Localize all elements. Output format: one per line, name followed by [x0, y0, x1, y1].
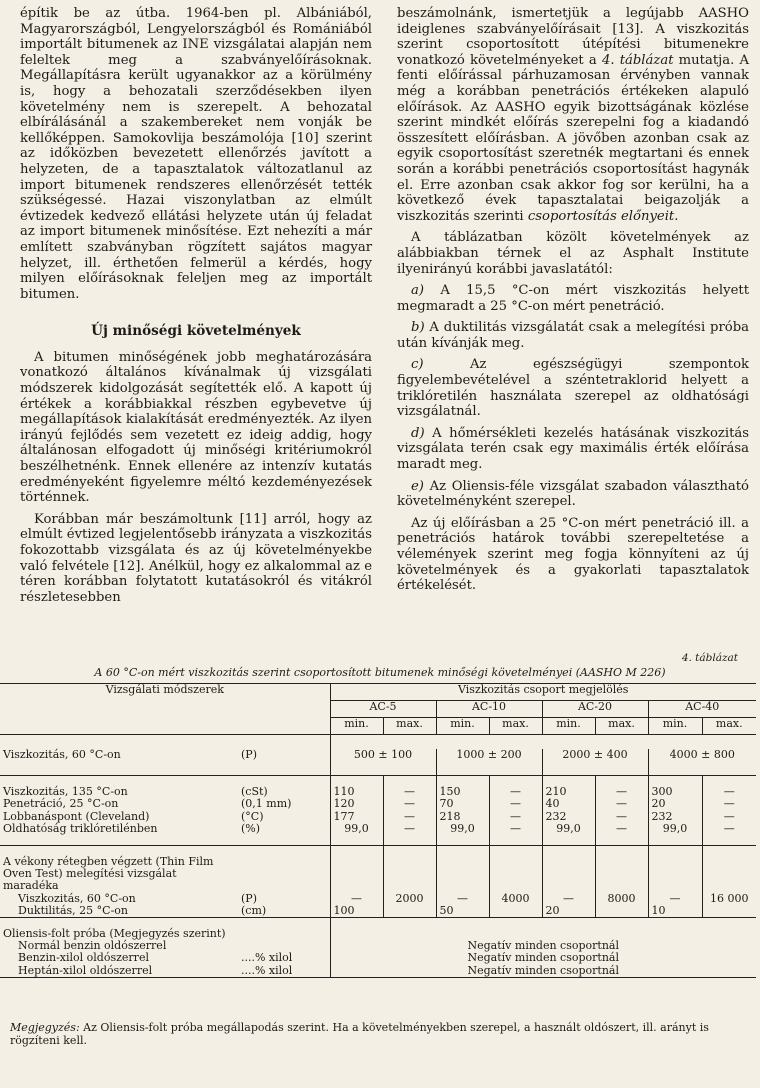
cell: 2000: [383, 893, 436, 905]
row-unit: (P): [241, 748, 257, 761]
cell: —: [595, 823, 648, 835]
min-header: min.: [436, 718, 489, 735]
cell: 4000: [489, 893, 542, 905]
requirements-table: [0, 683, 756, 988]
cell: 2000 ± 400: [542, 749, 648, 761]
min-header: min.: [648, 718, 702, 735]
row-label: Oldhatóság triklóretilénben: [3, 821, 158, 835]
item-letter: c): [411, 357, 424, 373]
cell: —: [489, 811, 542, 823]
row-unit: (cSt): [241, 785, 268, 799]
cell: —: [383, 811, 436, 823]
cell: —: [489, 798, 542, 810]
list-item: [397, 357, 749, 419]
section-heading: Új minőségi követelmények: [91, 323, 301, 340]
group-label: AC-5: [330, 701, 436, 718]
item-text: A 15,5 °C-on mért viszkozitás helyett megmaradt a 25 °C-on mért penetráció.: [397, 283, 749, 314]
cell: 99,0: [436, 823, 489, 835]
table-row: [0, 893, 756, 905]
cell: 4000 ± 800: [648, 749, 756, 761]
section-label: Oliensis-folt próba (Megjegyzés szerint): [3, 927, 226, 941]
cell: Negatív minden csoportnál: [330, 940, 756, 952]
row-unit: (%): [241, 821, 261, 835]
cell: 218: [436, 811, 489, 823]
method-header: Vizsgálati módszerek: [0, 684, 330, 735]
table-row: [0, 905, 756, 918]
cell: 99,0: [648, 823, 702, 835]
item-text: A duktilitás vizsgálatát csak a melegítési próba után kívánják meg.: [397, 320, 749, 351]
cell: 210: [542, 786, 595, 798]
cell: [383, 905, 436, 918]
paragraph: Az új előírásban a 25 °C-on mért penetráció ill. a penetrációs határok további szerepeltetése a vélemények szerint meg fogja könnyíteni az új követelmények és a gyakorlati tapasztalatok értékelését.: [397, 515, 749, 594]
list-item: [397, 426, 749, 473]
item-letter: e): [411, 478, 424, 494]
item-text: Az Oliensis-féle vizsgálat szabadon választható követelményként szerepel.: [397, 478, 749, 510]
cell: 232: [648, 811, 702, 823]
note-text: Az Oliensis-folt próba megállapodás szerint. Ha a követelményekben szerepel, a használt oldószert, ill. arányt is rögzíteni kell.: [10, 1021, 709, 1047]
cell: —: [330, 893, 383, 905]
right-column: [397, 6, 749, 594]
cell: —: [702, 798, 756, 810]
row-label: Lobbanáspont (Cleveland): [3, 809, 150, 823]
cell: —: [489, 823, 542, 835]
row-label: Heptán-xilol oldószerrel: [18, 963, 153, 977]
row-label: Normál benzin oldószerrel: [18, 939, 167, 953]
cell: —: [702, 786, 756, 798]
max-header: max.: [489, 718, 542, 735]
row-label: Viszkozitás, 135 °C-on: [3, 785, 128, 799]
cell: 16 000: [702, 893, 756, 905]
left-column: [20, 6, 372, 605]
row-unit: (°C): [241, 809, 264, 823]
note-label: Megjegyzés:: [10, 1021, 80, 1034]
row-label: Viszkozitás, 60 °C-on: [18, 891, 136, 905]
cell: 20: [648, 798, 702, 810]
list-item: [397, 283, 749, 314]
table-row: [0, 965, 756, 978]
paragraph: [397, 6, 749, 224]
cell: 232: [542, 811, 595, 823]
table-row: [0, 798, 756, 810]
item-text: A hőmérsékleti kezelés hatásának viszkozitás vizsgálata terén csak egy maximális érték előírása maradt meg.: [397, 425, 749, 473]
emphasis: csoportosítás előnyeit.: [527, 208, 679, 224]
table-reference: 4. táblázat: [601, 52, 674, 68]
cell: —: [489, 786, 542, 798]
table-row: [0, 856, 756, 893]
row-label: Duktilitás, 25 °C-on: [18, 903, 128, 917]
table-row: [0, 823, 756, 835]
cell: 40: [542, 798, 595, 810]
min-header: min.: [542, 718, 595, 735]
max-header: max.: [595, 718, 648, 735]
cell: —: [383, 823, 436, 835]
item-letter: b): [411, 320, 425, 336]
row-unit: ....% xilol: [241, 963, 293, 977]
cell: —: [436, 893, 489, 905]
cell: [489, 905, 542, 918]
group-label: AC-20: [542, 701, 648, 718]
table-row: [0, 952, 756, 964]
requirements-table-block: [0, 652, 760, 988]
paragraph: A táblázatban közölt követelmények az alábbiakban térnek el az Asphalt Institute ilyenirányú korábbi javaslatától:: [397, 230, 749, 277]
cell: 100: [330, 905, 383, 918]
max-header: max.: [702, 718, 756, 735]
cell: [595, 905, 648, 918]
group-label: AC-40: [648, 701, 756, 718]
row-unit: (P): [241, 891, 257, 905]
table-title: A 60 °C-on mért viszkozitás szerint csoportosított bitumenek minőségi követelményei (AASHO M 226): [94, 666, 666, 679]
cell: 8000: [595, 893, 648, 905]
cell: 110: [330, 786, 383, 798]
cell: 300: [648, 786, 702, 798]
cell: 50: [436, 905, 489, 918]
row-unit: (cm): [241, 903, 267, 917]
list-item: [397, 479, 749, 510]
cell: —: [702, 811, 756, 823]
text-run: mutatja. A fenti előírással párhuzamosan érvényben vannak még a korábban penetrációs értékeken alapuló előírások. Az AASHO egyik bizottságának közlése szerint mindkét előírás szerepelni fog a kiadandó összesített előírásban. A jövőben azonban csak az egyik csoportosítást szeretnék megtartani és ennek során a korábbi penetrációs csoportosítást hagynák el. Erre azonban csak akkor fog sor kerülni, ha a következő évek tapasztalatai beigazolják a viszkozitás szerinti: [397, 52, 749, 224]
group-label: AC-10: [436, 701, 542, 718]
cell: 10: [648, 905, 702, 918]
table-row: [0, 811, 756, 823]
cell: [702, 905, 756, 918]
section-label: A vékony rétegben végzett (Thin Film Oven Test) melegítési vizsgálat maradéka: [3, 855, 214, 893]
paragraph: A bitumen minőségének jobb meghatározására vonatkozó általános kívánalmak új vizsgálati módszerek kidolgozását segítették elő. A kapott új értékek a korábbiakkal részben egybevetve új megállapítások kialakítását eredményezték. Az ilyen irányú fejlődés sem vezetett ez ideig addig, hogy általánosan elfogadott új minőségi kritériumokról beszélhetnénk. Ennek ellenére az intenzív kutatás eredményeként figyelemre méltó kezdeményezések történnek.: [20, 349, 372, 506]
cell: 150: [436, 786, 489, 798]
table-row: [0, 749, 756, 761]
row-unit: ....% xilol: [241, 951, 293, 965]
max-header: max.: [383, 718, 436, 735]
cell: 177: [330, 811, 383, 823]
list-item: [397, 320, 749, 351]
cell: —: [383, 798, 436, 810]
item-letter: d): [411, 425, 425, 441]
cell: Negatív minden csoportnál: [330, 952, 756, 964]
group-header: Viszkozitás csoport megjelölés: [330, 684, 756, 701]
cell: Negatív minden csoportnál: [330, 965, 756, 978]
cell: 120: [330, 798, 383, 810]
table-number: 4. táblázat: [681, 652, 738, 664]
cell: 99,0: [330, 823, 383, 835]
row-unit: (0,1 mm): [241, 797, 292, 811]
table-note: [10, 1021, 750, 1047]
cell: —: [383, 786, 436, 798]
item-letter: a): [411, 283, 425, 299]
cell: —: [595, 786, 648, 798]
cell: 99,0: [542, 823, 595, 835]
cell: 20: [542, 905, 595, 918]
row-label: Viszkozitás, 60 °C-on: [3, 748, 121, 761]
cell: —: [595, 811, 648, 823]
cell: 70: [436, 798, 489, 810]
cell: 1000 ± 200: [436, 749, 542, 761]
cell: —: [595, 798, 648, 810]
min-header: min.: [330, 718, 383, 735]
cell: —: [702, 823, 756, 835]
paragraph: építik be az útba. 1964-ben pl. Albániából, Magyarországból, Lengyelországból és Romániából importált bitumenek az INE vizsgálatai alapján nem feleltek meg a szabványelőírásoknak. Megállapításra került ugyanakkor az a körülmény is, hogy a behozatali szerződésekben ilyen követelmény nem is szerepelt. A behozatal elbírálásánál a szakembereket nem vonják be kellőképpen. Samokovlija beszámolója [10] szerint az időközben bevezetett ellenőrzés javított a helyzeten, de a tapasztalatok változatlanul az import bitumenek rendszeres ellenőrzését tették szükségessé. Hazai viszonylatban az elmúlt évtizedek kedvező ellátási helyzete után új feladat az import bitumenek minősítése. Ezt nehezíti a már említett szabványban rögzített sajátos magyar helyzet, ill. érthetően felmerül a kérdés, hogy milyen előírásoknak feleljen meg az importált bitumen.: [20, 6, 372, 302]
paragraph: Korábban már beszámoltunk [11] arról, hogy az elmúlt évtized legjelentősebb irányzata a viszkozitás fokozottabb vizsgálata és az új követelményekbe való felvétele [12]. Anélkül, hogy ez alkalommal az e téren korábban folytatott kutatásokról és vitákról részletesebben: [20, 511, 372, 605]
text-run: beszámolnánk, ismertetjük a legújabb AASHO ideiglenes szabványelőírásait [13]. A viszkozitás szerint csoportosított útépítési bitumenekre vonatkozó követelményeket a: [397, 6, 749, 68]
cell: 500 ± 100: [330, 749, 436, 761]
row-label: Penetráció, 25 °C-on: [3, 797, 119, 811]
row-label: Benzin-xilol oldószerrel: [18, 951, 149, 965]
cell: —: [648, 893, 702, 905]
cell: —: [542, 893, 595, 905]
item-text: Az egészségügyi szempontok figyelembevételével a széntetraklorid helyett a triklóretilén használata szerepel az oldhatósági vizsgálatnál.: [397, 357, 749, 420]
